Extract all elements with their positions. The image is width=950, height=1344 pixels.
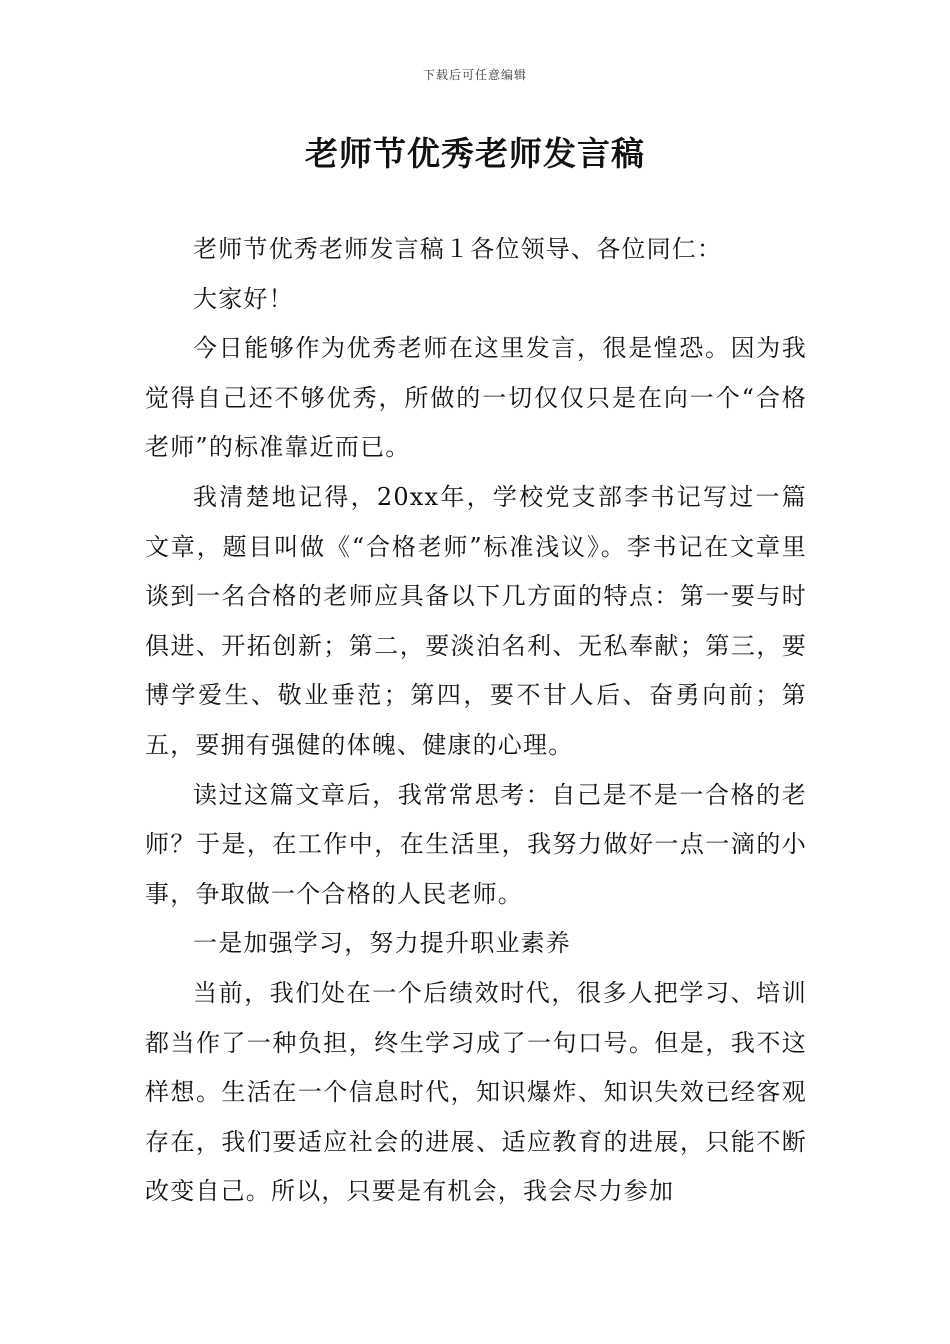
paragraph-6: 一是加强学习，努力提升职业素养 — [193, 929, 571, 958]
paragraph-5: 读过这篇文章后，我常常思考：自己是不是一合格的老师？于是，在工作中，在生活里，我努力做好一点一滴的小事，争取做一个合格的人民老师。 — [145, 780, 807, 908]
document-body — [145, 225, 807, 1217]
document-title: 老师节优秀老师发言稿 — [305, 134, 645, 173]
paragraph-3: 今日能够作为优秀老师在这里发言，很是惶恐。因为我觉得自己还不够优秀，所做的一切仅仅只是在向一个“合格老师”的标准靠近而已。 — [145, 334, 807, 462]
header-note: 下载后可任意编辑 — [422, 68, 527, 82]
paragraph-1: 老师节优秀老师发言稿１各位领导、各位同仁： — [193, 235, 723, 263]
paragraph-2: 大家好！ — [193, 284, 294, 313]
paragraph-7: 当前，我们处在一个后绩效时代，很多人把学习、培训都当作了一种负担，终生学习成了一句口号。但是，我不这样想。生活在一个信息时代，知识爆炸、知识失效已经客观存在，我们要适应社会的进展、适应教育的进展，只能不断改变自己。所以，只要是有机会，我会尽力参加 — [145, 978, 807, 1206]
paragraph-4: 我清楚地记得，20xx年，学校党支部李书记写过一篇文章，题目叫做《“合格老师”标准浅议》。李书记在文章里谈到一名合格的老师应具备以下几方面的特点：第一要与时俱进、开拓创新；第二，要淡泊名利、无私奉献；第三，要博学爱生、敬业垂范；第四，要不甘人后、奋勇向前；第五，要拥有强健的体魄、健康的心理。 — [145, 482, 807, 759]
